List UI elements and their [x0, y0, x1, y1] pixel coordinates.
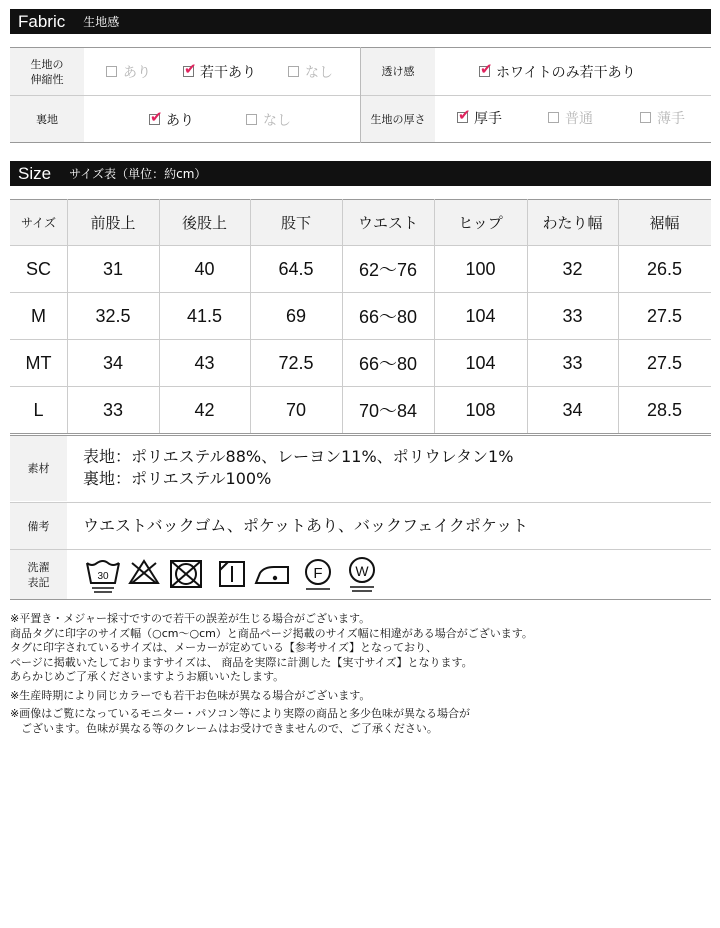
- size-value-cell: 34: [562, 399, 583, 420]
- thickness-option-thick: ✔ 厚手: [458, 106, 502, 127]
- size-value-cell: 32.5: [95, 305, 131, 326]
- material-line-1: 表地：ポリエステル88%、レーヨン11%、ポリウレタン1%: [83, 447, 514, 466]
- dry-clean-letter: F: [313, 565, 323, 582]
- notes: [10, 612, 710, 736]
- size-header-cell: 股下: [280, 213, 311, 232]
- checkbox-icon: [457, 106, 471, 124]
- note-line: タグに印字されているサイズは、メーカーが定めている【参考サイズ】となっており、: [10, 641, 438, 654]
- care-label: 洗濯 表記: [10, 550, 67, 599]
- thickness-label: 生地の厚さ: [361, 96, 435, 142]
- size-value-cell: 70〜84: [358, 401, 418, 421]
- material-line-2: 裏地：ポリエステル100%: [83, 469, 272, 488]
- check-mark-icon: ✔: [458, 106, 471, 124]
- lining-option-ari: ✔ あり: [150, 108, 194, 129]
- care-icons: [84, 553, 384, 597]
- size-value-cell: 27.5: [646, 305, 683, 326]
- checkbox-icon: [548, 112, 559, 123]
- size-row-label: L: [33, 399, 44, 420]
- size-value-cell: 108: [465, 399, 496, 420]
- size-value-cell: 41.5: [186, 305, 223, 326]
- size-value-cell: 33: [102, 399, 124, 420]
- size-value-cell: 62〜76: [358, 260, 418, 280]
- remarks-label: 備考: [10, 503, 67, 549]
- size-value-cell: 104: [465, 305, 496, 326]
- material-text: [83, 446, 513, 490]
- check-mark-icon: ✔: [480, 60, 493, 78]
- checkbox-icon: [246, 114, 257, 125]
- sheer-label: 透け感: [361, 48, 435, 95]
- material-label: 素材: [10, 436, 67, 501]
- no-bleach-icon: [130, 561, 158, 583]
- size-value-cell: 64.5: [278, 258, 314, 279]
- size-value-cell: 69: [285, 305, 307, 326]
- checkbox-icon: [479, 60, 493, 78]
- size-header-cell: 前股上: [90, 213, 136, 232]
- size-value-cell: 72.5: [278, 352, 314, 373]
- size-row-label: SC: [25, 258, 51, 279]
- size-section-bar: [10, 161, 711, 186]
- no-tumble-dry-icon: [171, 561, 201, 587]
- size-title: Size: [18, 163, 52, 183]
- size-table: [10, 199, 711, 433]
- size-value-cell: 104: [465, 352, 496, 373]
- size-value-cell: 33: [562, 305, 583, 326]
- size-row-label: M: [31, 305, 46, 326]
- size-subtitle: サイズ表（単位：約cm）: [69, 167, 207, 181]
- fabric-section-bar: [10, 9, 711, 34]
- size-value-cell: 28.5: [646, 399, 683, 420]
- lining-label: 裏地: [10, 96, 84, 142]
- size-value-cell: 100: [465, 258, 496, 279]
- size-row-label: MT: [25, 352, 52, 373]
- size-header-cell: 後股上: [181, 213, 227, 232]
- stretch-option-jakkan-ari: ✔ 若干あり: [184, 60, 256, 81]
- size-header-cell: ヒップ: [458, 213, 503, 232]
- fabric-table: [10, 47, 711, 143]
- note-line: ※平置き・メジャー採寸ですので若干の誤差が生じる場合がございます。: [10, 612, 371, 625]
- size-value-cell: 34: [102, 352, 124, 373]
- checkbox-icon: [288, 66, 299, 77]
- size-value-cell: 32: [562, 258, 583, 279]
- size-value-cell: 40: [194, 258, 215, 279]
- note-line: 商品タグに印字のサイズ幅（○cm〜○cm）と商品ページ掲載のサイズ幅に相違がある場合がございます。: [10, 626, 533, 640]
- note-line: ございます。色味が異なる等のクレームはお受けできませんので、ご了承ください。: [10, 721, 438, 735]
- note-line: ※生産時期により同じカラーでも若干お色味が異なる場合がございます。: [10, 688, 371, 702]
- size-value-cell: 42: [194, 399, 215, 420]
- size-value-cell: 66〜80: [358, 354, 418, 374]
- wash-temp-label: 30: [97, 571, 109, 582]
- wash-30-icon: [87, 561, 119, 592]
- checkbox-icon: [149, 108, 163, 126]
- check-mark-icon: ✔: [150, 108, 163, 126]
- dry-clean-f-icon: [306, 560, 330, 589]
- iron-low-icon: [256, 567, 288, 583]
- wet-clean-letter: W: [355, 563, 369, 579]
- fabric-title: Fabric: [18, 11, 66, 31]
- checkbox-icon: [106, 66, 117, 77]
- drip-dry-shade-icon: [220, 562, 244, 586]
- thickness-option-thin: 薄手: [640, 94, 685, 141]
- stretch-option-ari: あり: [106, 48, 151, 95]
- checkbox-icon: [640, 112, 651, 123]
- note-line: ページに掲載いたしておりますサイズは、 商品を実際に計測した【実寸サイズ】となります。: [10, 655, 473, 669]
- size-header-cell: わたり幅: [542, 213, 603, 232]
- size-value-cell: 33: [562, 352, 583, 373]
- check-mark-icon: ✔: [184, 60, 197, 78]
- stretch-label: 生地の 伸縮性: [10, 48, 84, 95]
- size-value-cell: 66〜80: [358, 307, 418, 327]
- note-line: あらかじめご了承くださいますようお願いいたします。: [10, 670, 285, 683]
- checkbox-icon: [183, 60, 197, 78]
- size-value-cell: 26.5: [646, 258, 683, 279]
- lining-option-nashi: なし: [246, 96, 291, 143]
- size-header-cell: サイズ: [20, 215, 57, 230]
- sheer-option-white-only: ✔ ホワイトのみ若干あり: [480, 60, 636, 81]
- note-line: ※画像はご覧になっているモニター・パソコン等により実際の商品と多少色味が異なる場合が: [10, 707, 470, 720]
- stretch-option-nashi: なし: [288, 48, 333, 95]
- remarks-text: ウエストバックゴム、ポケットあり、バックフェイクポケット: [83, 516, 529, 535]
- size-header-cell: 裾幅: [649, 213, 680, 232]
- size-value-cell: 27.5: [646, 352, 683, 373]
- size-value-cell: 43: [194, 352, 215, 373]
- fabric-subtitle: 生地感: [83, 15, 120, 29]
- wet-clean-w-icon: [350, 558, 374, 591]
- thickness-option-normal: 普通: [548, 94, 593, 141]
- size-value-cell: 70: [285, 399, 307, 420]
- size-header-cell: ウエスト: [357, 213, 418, 232]
- size-value-cell: 31: [102, 258, 124, 279]
